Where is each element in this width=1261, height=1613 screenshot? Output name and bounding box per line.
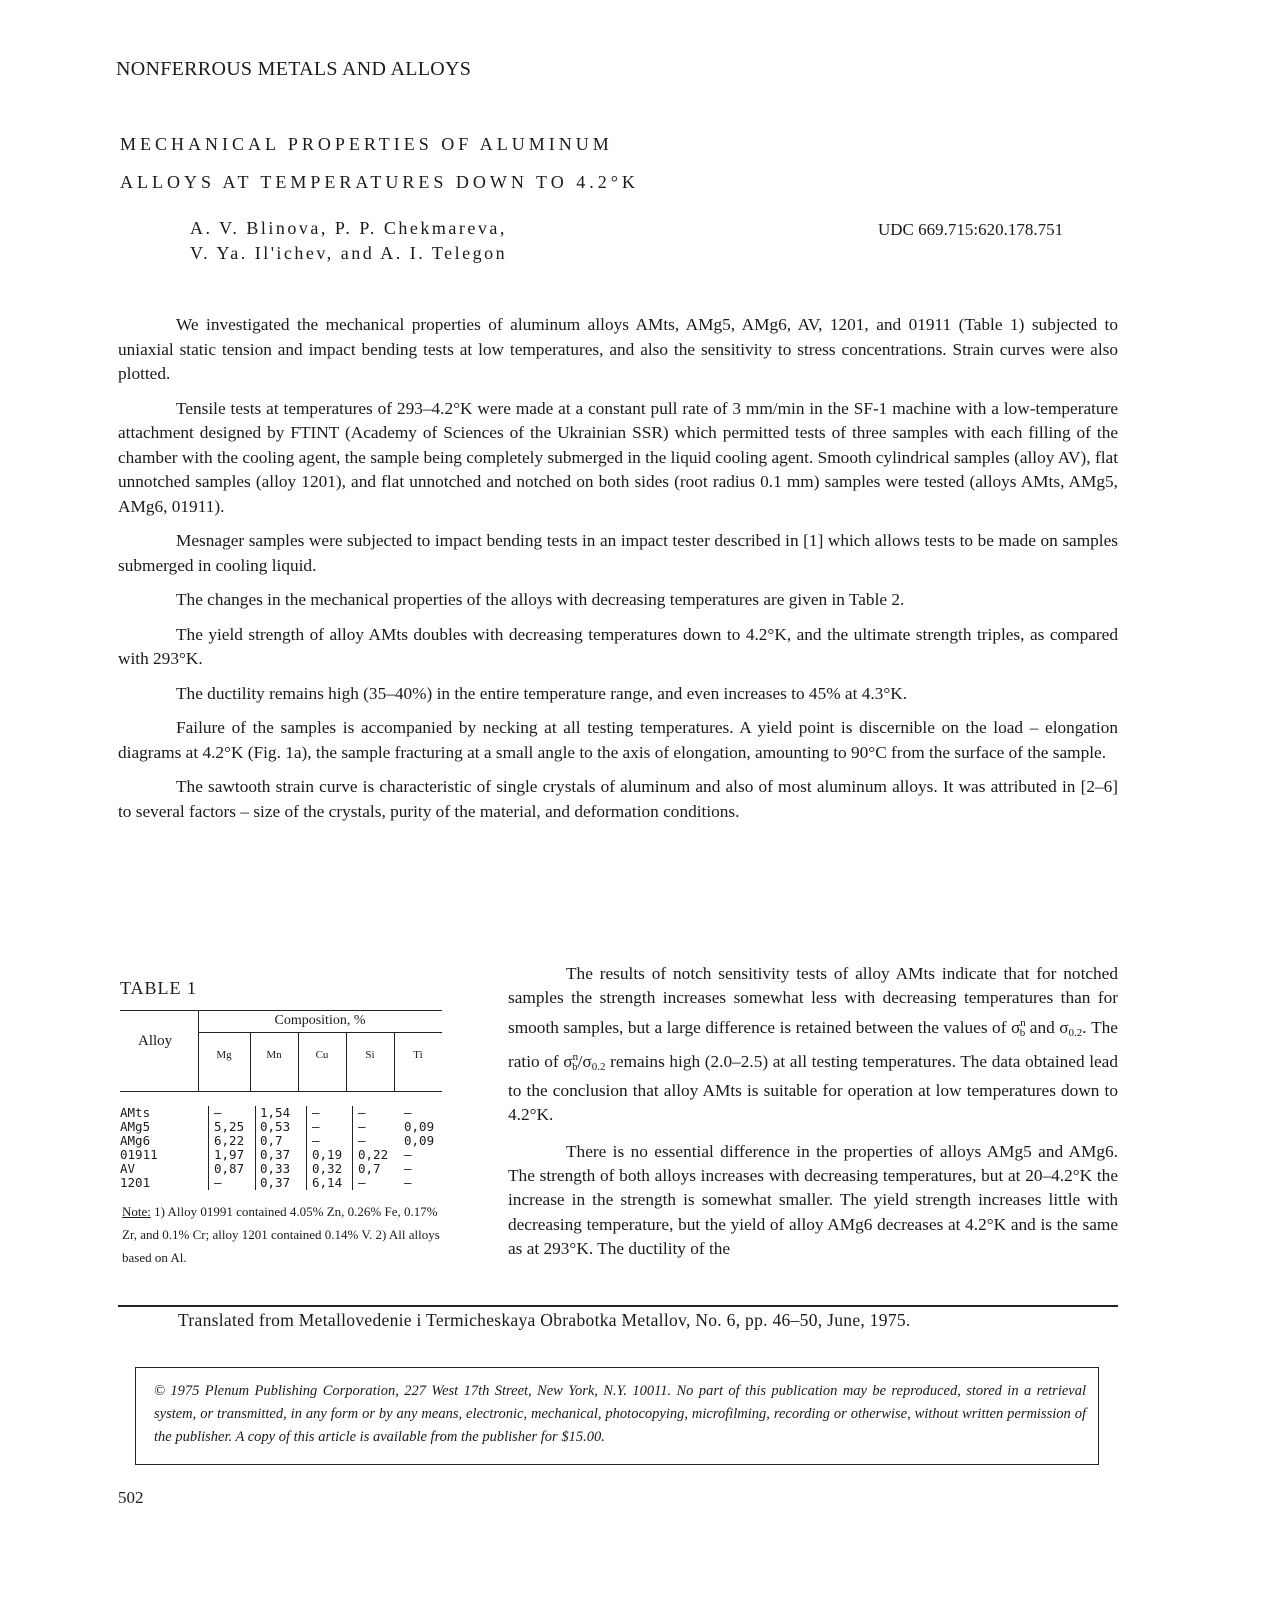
udc-code: UDC 669.715:620.178.751 — [878, 220, 1064, 239]
table-body — [120, 1106, 442, 1198]
paragraph: The ductility remains high (35–40%) in the entire temperature range, and even increases to 45% at 4.3°K. — [176, 683, 908, 703]
note-text: 1) Alloy 01991 contained 4.05% Zn, 0.26% Fe, 0.17% Zr, and 0.1% Cr; alloy 1201 contained 0.14% V. 2) All alloys based on Al. — [122, 1204, 440, 1265]
table-cell: 0,37 — [260, 1147, 291, 1162]
table-cell-alloy: AMg6 — [120, 1133, 151, 1148]
article-title-line2: ALLOYS AT TEMPERATURES DOWN TO 4.2°K — [120, 172, 639, 192]
table-cell: 6,22 — [214, 1133, 245, 1148]
paragraph: Tensile tests at temperatures of 293–4.2°K were made at a constant pull rate of 3 mm/min in the SF-1 machine with a low-temperature attachment designed by FTINT (Academy of Sciences of the Ukrainian SSR) which permitted tests of three samples with each filling of the chamber with the cooling agent, the sample being completely submerged in the liquid cooling agent. Smooth cylindrical samples (alloy AV), flat unnotched samples (alloy 1201), and flat unnotched and notched on both sides (root radius 0.1 mm) samples were tested (alloys AMts, AMg5, AMg6, 01911). — [118, 398, 1118, 516]
element-header: Mg — [216, 1049, 232, 1061]
element-header: Cu — [315, 1049, 329, 1061]
table-cell: 0,7 — [358, 1161, 381, 1176]
table-cell: 0,53 — [260, 1119, 291, 1134]
table-cell: — — [312, 1105, 320, 1120]
paragraph: Mesnager samples were subjected to impact bending tests in an impact tester described in [1] which allows tests to be made on samples submerged in cooling liquid. — [118, 531, 1118, 575]
page-number: 502 — [118, 1488, 144, 1507]
table-cell: — — [358, 1175, 366, 1190]
table-cell: 0,32 — [312, 1161, 343, 1176]
table-cell: 0,22 — [358, 1147, 389, 1162]
note-label: Note: — [122, 1204, 151, 1219]
table-cell: — — [214, 1175, 222, 1190]
table-header — [120, 1010, 442, 1092]
table-cell: 0,09 — [404, 1119, 435, 1134]
table-cell-alloy: 1201 — [120, 1175, 151, 1190]
table-cell: — — [214, 1105, 222, 1120]
paragraph: The yield strength of alloy AMts doubles with decreasing temperatures down to 4.2°K, and the ultimate strength triples, as compared with 293°K. — [118, 624, 1118, 668]
table-cell: 0,09 — [404, 1133, 435, 1148]
authors-line1: A. V. Blinova, P. P. Chekmareva, — [190, 218, 507, 238]
table-cell-alloy: AMg5 — [120, 1119, 151, 1134]
section-heading: NONFERROUS METALS AND ALLOYS — [116, 58, 472, 80]
composition-table — [120, 1010, 442, 1198]
element-header: Mn — [266, 1049, 282, 1061]
table-cell: — — [358, 1105, 366, 1120]
table-cell: 6,14 — [312, 1175, 343, 1190]
table-cell: 0,37 — [260, 1175, 291, 1190]
table-cell: — — [404, 1147, 412, 1162]
paragraph: The changes in the mechanical properties of the alloys with decreasing temperatures are given in Table 2. — [176, 590, 905, 609]
alloy-column-header: Alloy — [138, 1033, 173, 1049]
article-title-line1: MECHANICAL PROPERTIES OF ALUMINUM — [120, 134, 613, 154]
table-cell-alloy: AMts — [120, 1105, 151, 1120]
table-cell: — — [404, 1105, 412, 1120]
table-cell: — — [312, 1133, 320, 1148]
translated-from-note: Translated from Metallovedenie i Termicheskaya Obrabotka Metallov, No. 6, pp. 46–50, June, 1975. — [178, 1310, 911, 1330]
paragraph: The sawtooth strain curve is characteristic of single crystals of aluminum and also of most aluminum alloys. It was attributed in [2–6] to several factors – size of the crystals, purity of the material, and deformation conditions. — [118, 777, 1118, 821]
right-column — [508, 962, 1118, 1273]
table-cell-alloy: 01911 — [120, 1147, 158, 1162]
element-header: Ti — [413, 1049, 423, 1061]
table-cell: 1,54 — [260, 1105, 291, 1120]
table-cell: 0,7 — [260, 1133, 283, 1148]
table-cell: 0,19 — [312, 1147, 343, 1162]
table-cell: — — [358, 1133, 366, 1148]
paragraph: The results of notch sensitivity tests of alloy AMts indicate that for notched samples the strength increases somewhat less with decreasing temperatures than for smooth samples, but a large difference is retained between the values of $\sigma^n_b$ and $\sigma_{0.2}$. The ratio of $\sigma^n_b/\sigma_{0.2}$ remains high (2.0–2.5) at all testing temperatures. The data obtained lead to the conclusion that alloy AMts is suitable for operation at low temperatures down to 4.2°K. — [508, 964, 1118, 1125]
table-cell: 0,87 — [214, 1161, 245, 1176]
copyright-box — [135, 1367, 1099, 1465]
paragraph: We investigated the mechanical properties of aluminum alloys AMts, AMg5, AMg6, AV, 1201, and 01911 (Table 1) subjected to uniaxial static tension and impact bending tests at low temperatures, and also the sensitivity to stress concentrations. Strain curves were also plotted. — [118, 315, 1118, 383]
body-text — [118, 313, 1118, 834]
table-cell: — — [312, 1119, 320, 1134]
footnote-rule — [118, 1305, 1118, 1307]
table-cell: — — [358, 1119, 366, 1134]
copyright-text: © 1975 Plenum Publishing Corporation, 227 West 17th Street, New York, N.Y. 10011. No part of this publication may be reproduced, stored in a retrieval system, or transmitted, in any form or by any means, electronic, mechanical, photocopying, microfilming, recording or otherwise, without written permission of the publisher. A copy of this article is available from the publisher for $15.00. — [154, 1383, 1086, 1445]
element-header: Si — [365, 1049, 375, 1061]
table-cell-alloy: AV — [120, 1161, 136, 1176]
table-cell: 5,25 — [214, 1119, 245, 1134]
table-cell: 0,33 — [260, 1161, 291, 1176]
authors-line2: V. Ya. Il'ichev, and A. I. Telegon — [190, 243, 508, 263]
paragraph: Failure of the samples is accompanied by necking at all testing temperatures. A yield point is discernible on the load – elongation diagrams at 4.2°K (Fig. 1a), the sample fracturing at a small angle to the axis of elongation, amounting to 90°C from the surface of the sample. — [118, 718, 1118, 762]
paragraph: There is no essential difference in the properties of alloys AMg5 and AMg6. The strength of both alloys increases with decreasing temperatures, but at 20–4.2°K the increase in the strength is somewhat smaller. The yield strength increases little with decreasing temperature, but the yield of alloy AMg6 decreases at 4.2°K and is the same as at 293°K. The ductility of the — [508, 1141, 1118, 1258]
table-cell: — — [404, 1161, 412, 1176]
table-cell: — — [404, 1175, 412, 1190]
table-label: TABLE 1 — [120, 978, 198, 998]
table-note — [122, 1200, 442, 1269]
composition-header: Composition, % — [198, 1013, 442, 1033]
table-cell: 1,97 — [214, 1147, 245, 1162]
